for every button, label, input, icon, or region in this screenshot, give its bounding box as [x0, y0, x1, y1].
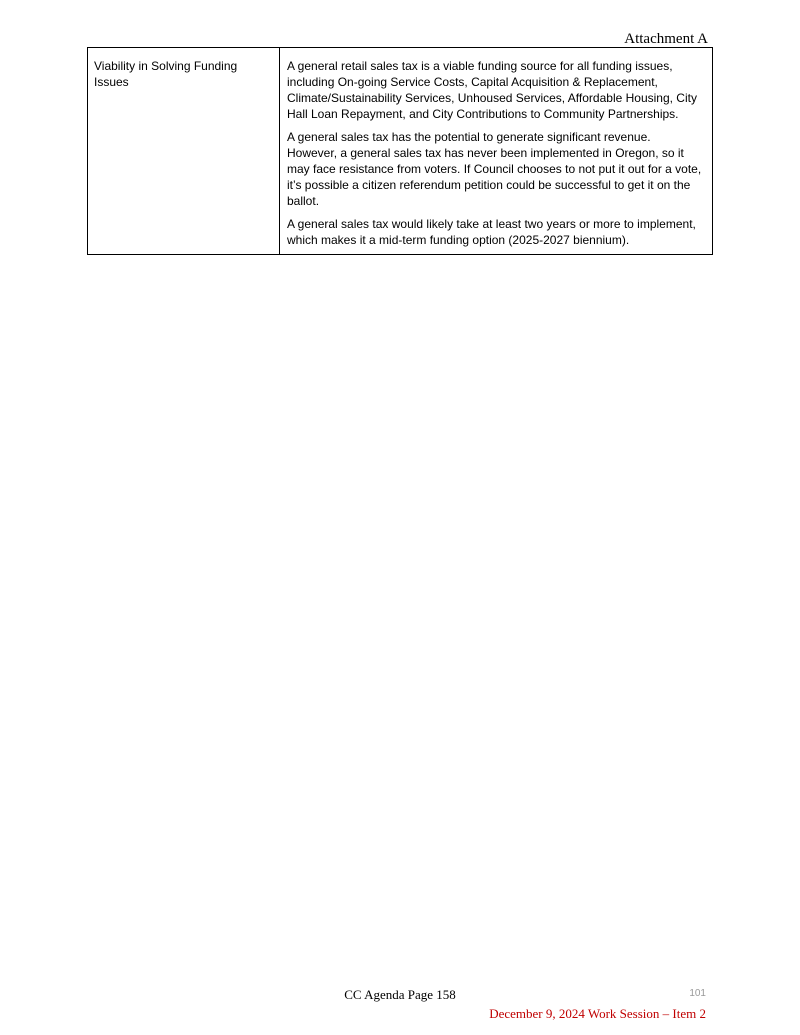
paragraph-funding-sources: A general retail sales tax is a viable funding source for all funding issues, including On-going Service Costs, Capital Acquisition & Replacement, Climate/Sustainability Services, Unhoused Services, Affordable Housing, City Hall Loan Repayment, and City Contributions to Community Partnerships.: [287, 59, 697, 121]
paragraph-implementation-timeline: A general sales tax would likely take at least two years or more to implement, which makes it a mid-term funding option (2025-2027 biennium).: [287, 217, 696, 247]
footer-page-number: 101: [689, 988, 706, 999]
footer-work-session: December 9, 2024 Work Session – Item 2: [489, 1006, 706, 1021]
funding-table: [87, 47, 713, 255]
attachment-label: Attachment A: [624, 31, 708, 47]
table-row: [88, 48, 713, 255]
row-content-cell: [280, 48, 713, 255]
paragraph-revenue-potential: A general sales tax has the potential to generate significant revenue. However, a general sales tax has never been implemented in Oregon, so it may face resistance from voters. If Council chooses to not put it out for a vote, it’s possible a citizen referendum petition could be successful to get it on the ballot.: [287, 130, 702, 208]
footer-agenda-page: CC Agenda Page 158: [344, 987, 456, 1002]
row-label-cell: Viability in Solving Funding Issues: [88, 48, 280, 255]
